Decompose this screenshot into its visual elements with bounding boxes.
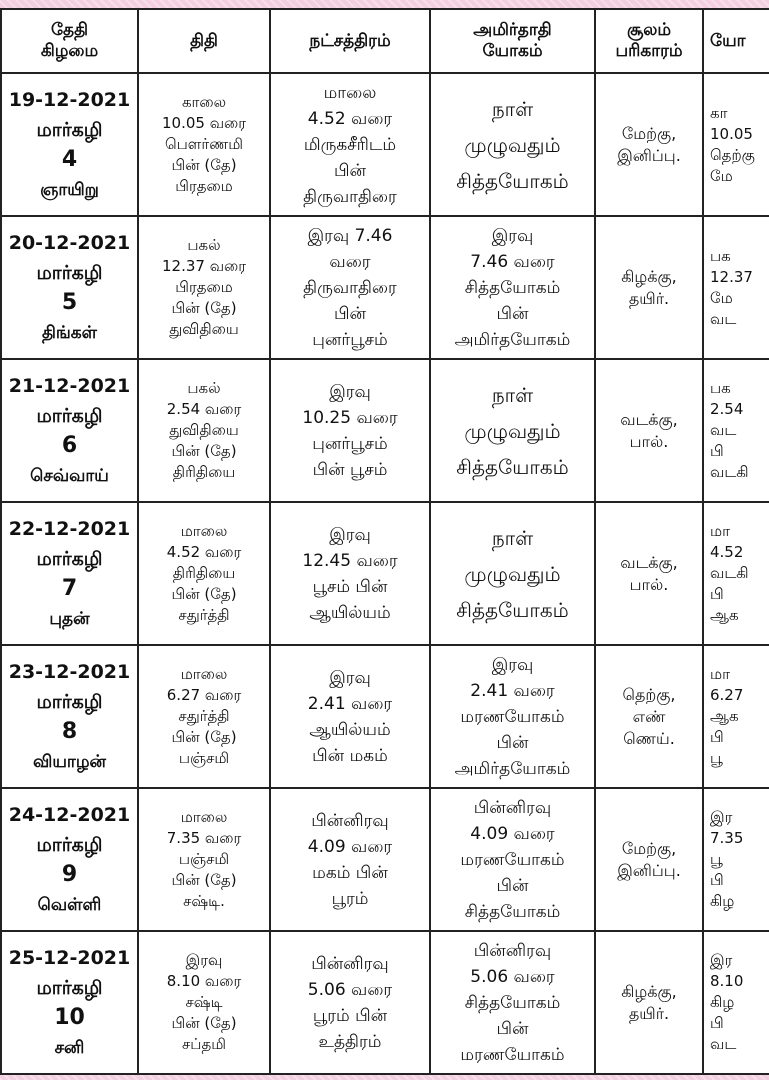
yoga2-line: 4.52 — [710, 543, 744, 561]
nakshatram-line: பின் — [334, 160, 366, 181]
tamil-date-number: 7 — [61, 575, 78, 601]
date-text: 22-12-2021 — [8, 517, 131, 540]
yogam-line: மரணயோகம் — [460, 706, 565, 727]
nakshatram-line: புனர்பூசம் — [312, 433, 388, 454]
thithi-line: சப்தமி — [181, 1035, 226, 1053]
thithi-line: பிரதமை — [175, 278, 233, 296]
soolam-cell — [595, 73, 703, 216]
date-cell — [1, 502, 138, 645]
thithi-cell — [138, 73, 270, 216]
thithi-line: பஞ்சமி — [178, 749, 230, 767]
yogam-line: பின் — [496, 732, 529, 753]
tamil-date-number: 5 — [61, 289, 78, 315]
header-yogam-label-2: யோகம் — [482, 41, 543, 61]
yoga2-line: 8.10 — [710, 972, 744, 990]
yoga2-line: பக — [710, 246, 731, 265]
nakshatram-line: இரவு — [329, 524, 371, 545]
yogam-cell — [430, 788, 595, 931]
thithi-line: மாலை — [180, 808, 228, 826]
yoga2-line: வட — [710, 1035, 737, 1053]
yoga2-line: பூ — [710, 850, 723, 868]
nakshatram-cell — [270, 645, 430, 788]
weekday-text: புதன் — [49, 608, 90, 629]
header-soolam-label-2: பரிகாரம் — [615, 41, 683, 61]
soolam-line: கிழக்கு, — [621, 266, 677, 286]
month-text: மார்கழி — [36, 547, 103, 570]
nakshatram-line: புனர்பூசம் — [312, 329, 388, 350]
thithi-line: 8.10 வரை — [166, 972, 242, 990]
thithi-line: மாலை — [180, 522, 228, 540]
table-row — [1, 788, 769, 931]
yoga2-line: வடகி — [710, 564, 749, 582]
thithi-line: 10.05 வரை — [161, 114, 246, 132]
yogam-line: முழுவதும் — [464, 418, 561, 443]
header-date-day — [1, 9, 138, 73]
yoga2-cell — [703, 502, 769, 645]
tamil-date-number: 9 — [61, 861, 78, 887]
month-text: மார்கழி — [36, 404, 103, 427]
yogam-line: நாள் — [491, 525, 534, 550]
date-cell — [1, 788, 138, 931]
thithi-line: திரிதியை — [172, 564, 236, 582]
date-text: 23-12-2021 — [8, 660, 131, 683]
thithi-line: திரிதியை — [172, 463, 236, 481]
nakshatram-line: பூரம் பின் — [312, 1005, 388, 1026]
yoga2-line: 7.35 — [710, 829, 744, 847]
soolam-line: கிழக்கு, — [621, 981, 677, 1001]
header-day-label: கிழமை — [40, 41, 99, 61]
yogam-line: 7.46 வரை — [470, 251, 555, 272]
date-cell — [1, 645, 138, 788]
header-yoga2-label: யோ — [710, 30, 746, 51]
yogam-line: சித்தயோகம் — [464, 901, 561, 922]
thithi-line: பௌர்ணமி — [164, 135, 244, 153]
date-text: 20-12-2021 — [8, 231, 131, 254]
yogam-line: அமிர்தயோகம் — [454, 758, 571, 779]
nakshatram-cell — [270, 931, 430, 1074]
yoga2-cell — [703, 216, 769, 359]
yoga2-line: பி — [710, 442, 724, 460]
nakshatram-line: ஆயில்யம் — [309, 602, 391, 623]
yoga2-cell — [703, 931, 769, 1074]
thithi-line: பிரதமை — [175, 177, 233, 195]
nakshatram-line: மகம் பின் — [312, 862, 388, 883]
yogam-line: நாள் — [491, 96, 534, 121]
soolam-line: மேற்கு, — [621, 838, 677, 858]
soolam-cell — [595, 502, 703, 645]
soolam-line: வடக்கு, — [620, 409, 678, 429]
yoga2-line: மா — [710, 522, 730, 540]
yoga2-line: 2.54 — [710, 400, 744, 418]
month-text: மார்கழி — [36, 261, 103, 284]
yogam-line: இரவு — [491, 225, 534, 246]
yogam-line: சித்தயோகம் — [456, 597, 569, 622]
yogam-line: நாள் — [491, 382, 534, 407]
table-row — [1, 931, 769, 1074]
soolam-line: ணெய். — [623, 728, 675, 748]
soolam-cell — [595, 645, 703, 788]
month-text: மார்கழி — [36, 118, 103, 141]
thithi-cell — [138, 216, 270, 359]
nakshatram-line: பூசம் பின் — [312, 576, 388, 597]
nakshatram-line: 2.41 வரை — [307, 693, 393, 714]
tamil-date-number: 10 — [54, 1004, 85, 1030]
yogam-line: மரணயோகம் — [460, 849, 565, 870]
thithi-line: 12.37 வரை — [161, 257, 246, 275]
nakshatram-line: 5.06 வரை — [307, 979, 393, 1000]
nakshatram-line: திருவாதிரை — [303, 277, 397, 298]
yoga2-line: தெற்கு — [710, 145, 755, 164]
header-thithi — [138, 9, 270, 73]
yogam-line: சித்தயோகம் — [464, 992, 561, 1013]
nakshatram-line: ஆயில்யம் — [309, 719, 391, 740]
tamil-date-number: 8 — [61, 718, 78, 744]
thithi-line: பகல் — [187, 236, 221, 254]
yogam-line: பின் — [496, 303, 529, 324]
date-cell — [1, 359, 138, 502]
date-text: 25-12-2021 — [8, 946, 131, 969]
yoga2-line: பூ — [710, 749, 723, 767]
soolam-line: தயிர். — [628, 288, 670, 308]
soolam-line: பால். — [629, 574, 669, 594]
yoga2-line: பக — [710, 379, 731, 397]
table-row — [1, 645, 769, 788]
table-row — [1, 502, 769, 645]
soolam-line: மேற்கு, — [621, 123, 677, 143]
soolam-line: இனிப்பு. — [617, 145, 681, 165]
yoga2-line: 12.37 — [710, 267, 753, 286]
thithi-line: சஷ்டி. — [183, 892, 225, 910]
nakshatram-line: பின் — [334, 303, 366, 324]
yogam-line: 5.06 வரை — [470, 966, 555, 987]
nakshatram-line: மாலை — [323, 82, 377, 103]
header-row — [1, 9, 769, 73]
header-soolam-label-1: சூலம் — [626, 20, 672, 40]
nakshatram-line: 4.52 வரை — [307, 108, 393, 129]
yoga2-line: பி — [710, 871, 724, 889]
thithi-line: 6.27 வரை — [166, 686, 242, 704]
soolam-cell — [595, 359, 703, 502]
thithi-line: 2.54 வரை — [166, 400, 242, 418]
thithi-line: சதுர்த்தி — [178, 606, 230, 624]
nakshatram-cell — [270, 788, 430, 931]
yoga2-cell — [703, 73, 769, 216]
yogam-line: சித்தயோகம் — [456, 168, 569, 193]
date-text: 21-12-2021 — [8, 374, 131, 397]
yoga2-cell — [703, 645, 769, 788]
thithi-line: பஞ்சமி — [178, 850, 230, 868]
thithi-line: துவிதியை — [169, 320, 239, 338]
thithi-line: துவிதியை — [169, 421, 239, 439]
yoga2-cell — [703, 359, 769, 502]
weekday-text: சனி — [54, 1037, 85, 1058]
yogam-line: முழுவதும் — [464, 132, 561, 157]
header-soolam — [595, 9, 703, 73]
yoga2-line: ஆக — [710, 606, 739, 624]
table-row — [1, 359, 769, 502]
thithi-cell — [138, 502, 270, 645]
yoga2-line: 10.05 — [710, 124, 753, 143]
nakshatram-line: 12.45 வரை — [302, 550, 398, 571]
header-nakshatram — [270, 9, 430, 73]
yogam-line: முழுவதும் — [464, 561, 561, 586]
soolam-line: தயிர். — [628, 1003, 670, 1023]
thithi-cell — [138, 931, 270, 1074]
header-thithi-label: திதி — [190, 30, 218, 51]
yoga2-line: பி — [710, 585, 724, 603]
yogam-line: பின்னிரவு — [473, 940, 552, 961]
header-yogam — [430, 9, 595, 73]
yogam-line: சித்தயோகம் — [464, 277, 561, 298]
weekday-text: ஞாயிறு — [40, 179, 99, 200]
soolam-cell — [595, 931, 703, 1074]
thithi-line: காலை — [181, 93, 227, 111]
yoga2-line: கா — [710, 103, 728, 122]
yoga2-line: மே — [710, 166, 733, 185]
yoga2-line: மே — [710, 288, 733, 307]
yoga2-line: கிழ — [710, 993, 735, 1011]
nakshatram-cell — [270, 359, 430, 502]
thithi-line: இரவு — [185, 951, 223, 969]
nakshatram-cell — [270, 216, 430, 359]
yogam-line: இரவு — [491, 654, 534, 675]
tamil-date-number: 6 — [61, 432, 78, 458]
nakshatram-line: பின் மகம் — [312, 745, 388, 766]
yogam-cell — [430, 359, 595, 502]
weekday-text: செவ்வாய் — [30, 465, 109, 486]
nakshatram-line: பின் பூசம் — [312, 459, 388, 480]
thithi-line: 7.35 வரை — [166, 829, 242, 847]
yoga2-line: வட — [710, 421, 737, 439]
yogam-line: 2.41 வரை — [470, 680, 555, 701]
thithi-line: மாலை — [180, 665, 228, 683]
yoga2-line: பி — [710, 1014, 724, 1032]
nakshatram-line: வரை — [329, 251, 371, 272]
header-yoga2 — [703, 9, 769, 73]
thithi-line: பின் (தே) — [171, 871, 237, 889]
weekday-text: வெள்ளி — [37, 894, 102, 915]
thithi-line: சதுர்த்தி — [178, 707, 230, 725]
thithi-line: பின் (தே) — [171, 728, 237, 746]
thithi-line: பின் (தே) — [171, 585, 237, 603]
nakshatram-line: பூரம் — [331, 888, 369, 909]
thithi-line: பகல் — [187, 379, 221, 397]
nakshatram-line: இரவு — [329, 381, 371, 402]
yogam-line: அமிர்தயோகம் — [454, 329, 571, 350]
panchangam-table — [0, 8, 769, 1075]
date-text: 19-12-2021 — [8, 88, 131, 111]
yoga2-line: இர — [710, 808, 733, 826]
thithi-line: பின் (தே) — [171, 442, 237, 460]
yoga2-line: வட — [710, 309, 737, 328]
header-yogam-label-1: அமிர்தாதி — [473, 20, 552, 40]
yogam-cell — [430, 216, 595, 359]
nakshatram-line: திருவாதிரை — [303, 186, 397, 207]
thithi-line: பின் (தே) — [171, 299, 237, 317]
weekday-text: வியாழன் — [33, 751, 106, 772]
nakshatram-line: மிருகசீரிடம் — [303, 134, 397, 155]
thithi-line: பின் (தே) — [171, 156, 237, 174]
nakshatram-line: இரவு — [329, 667, 371, 688]
yoga2-cell — [703, 788, 769, 931]
weekday-text: திங்கள் — [41, 322, 98, 343]
yoga2-line: 6.27 — [710, 686, 744, 704]
yogam-line: மரணயோகம் — [460, 1044, 565, 1065]
month-text: மார்கழி — [36, 976, 103, 999]
soolam-cell — [595, 788, 703, 931]
header-nakshatram-label: நட்சத்திரம் — [309, 30, 391, 51]
yoga2-line: ஆக — [710, 707, 739, 725]
nakshatram-line: பின்னிரவு — [311, 953, 389, 974]
nakshatram-cell — [270, 73, 430, 216]
yogam-line: 4.09 வரை — [470, 823, 555, 844]
nakshatram-line: 4.09 வரை — [307, 836, 393, 857]
yoga2-line: பி — [710, 728, 724, 746]
yogam-cell — [430, 73, 595, 216]
tamil-date-number: 4 — [61, 146, 78, 172]
soolam-line: வடக்கு, — [620, 552, 678, 572]
date-text: 24-12-2021 — [8, 803, 131, 826]
nakshatram-cell — [270, 502, 430, 645]
month-text: மார்கழி — [36, 833, 103, 856]
yogam-line: பின் — [496, 875, 529, 896]
date-cell — [1, 73, 138, 216]
yoga2-line: மா — [710, 665, 730, 683]
yoga2-line: வடகி — [710, 463, 749, 481]
yogam-line: பின் — [496, 1018, 529, 1039]
soolam-line: இனிப்பு. — [617, 860, 681, 880]
thithi-line: சஷ்டி — [185, 993, 223, 1011]
nakshatram-line: உத்திரம் — [318, 1031, 382, 1052]
yogam-line: பின்னிரவு — [473, 797, 552, 818]
date-cell — [1, 216, 138, 359]
thithi-cell — [138, 359, 270, 502]
thithi-cell — [138, 645, 270, 788]
yogam-cell — [430, 931, 595, 1074]
month-text: மார்கழி — [36, 690, 103, 713]
header-date-label: தேதி — [50, 20, 89, 40]
table-row — [1, 73, 769, 216]
thithi-line: 4.52 வரை — [166, 543, 242, 561]
date-cell — [1, 931, 138, 1074]
nakshatram-line: 10.25 வரை — [302, 407, 398, 428]
nakshatram-line: இரவு 7.46 — [307, 225, 393, 246]
soolam-cell — [595, 216, 703, 359]
yoga2-line: இர — [710, 951, 733, 969]
soolam-line: எண் — [632, 706, 666, 726]
table-row — [1, 216, 769, 359]
thithi-line: பின் (தே) — [171, 1014, 237, 1032]
nakshatram-line: பின்னிரவு — [311, 810, 389, 831]
table-body — [1, 73, 769, 1074]
soolam-line: தெற்கு, — [622, 684, 676, 704]
yogam-cell — [430, 645, 595, 788]
soolam-line: பால். — [629, 431, 669, 451]
yogam-cell — [430, 502, 595, 645]
thithi-cell — [138, 788, 270, 931]
yogam-line: சித்தயோகம் — [456, 454, 569, 479]
yoga2-line: கிழ — [710, 892, 735, 910]
